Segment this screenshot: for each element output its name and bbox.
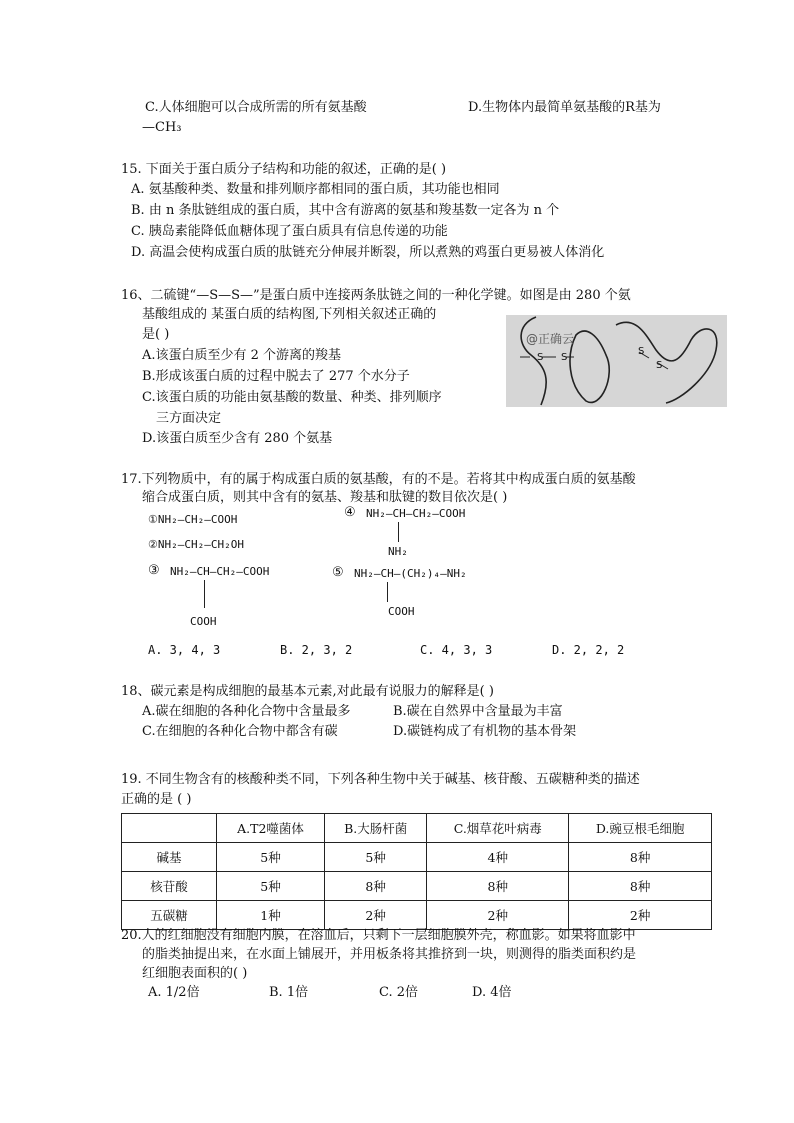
q17-stem-line1: 17.下列物质中，有的属于构成蛋白质的氨基酸，有的不是。若将其中构成蛋白质的氨基酸	[121, 472, 636, 487]
q16-stem-line3: 是( )	[142, 327, 170, 342]
q14-option-d-cont: —CH₃	[142, 120, 182, 135]
q15-option-b: B. 由 n 条肽链组成的蛋白质，其中含有游离的氨基和羧基数一定各为 n 个	[131, 203, 560, 218]
q20-option-b: B. 1倍	[269, 985, 309, 1000]
table-cell: 8种	[427, 872, 569, 901]
table-cell: 2种	[325, 901, 427, 930]
table-cell: 2种	[427, 901, 569, 930]
q17-formula-4: NH₂—CH—CH₂—COOH	[366, 507, 466, 520]
q18-option-c: C.在细胞的各种化合物中都含有碳	[142, 724, 338, 739]
table-header-cell: C.烟草花叶病毒	[427, 814, 569, 843]
q19-stem-line2: 正确的是 ( )	[121, 792, 192, 807]
table-cell: 8种	[569, 843, 712, 872]
q20-stem-line2: 的脂类抽提出来，在水面上铺展开，并用板条将其推挤到一块，则测得的脂类面积约是	[142, 947, 637, 962]
q17-option-d: D. 2, 2, 2	[552, 643, 625, 657]
q15-option-a: A. 氨基酸种类、数量和排列顺序都相同的蛋白质，其功能也相同	[131, 182, 500, 197]
q14-option-d: D.生物体内最简单氨基酸的R基为	[468, 100, 661, 115]
q16-option-a: A.该蛋白质至少有 2 个游离的羧基	[142, 348, 342, 363]
table-row-label: 碱基	[122, 843, 217, 872]
table-cell: 4种	[427, 843, 569, 872]
q18-option-b: B.碳在自然界中含量最为丰富	[393, 704, 563, 719]
q17-option-c: C. 4, 3, 3	[420, 643, 493, 657]
table-header-cell: B.大肠杆菌	[325, 814, 427, 843]
q17-formula-3-bond	[204, 580, 205, 608]
q17-formula-1: ①NH₂—CH₂—COOH	[148, 513, 238, 526]
q17-formula-5-number: ⑤	[332, 565, 344, 580]
q20-stem-line1: 20.人的红细胞没有细胞内膜，在溶血后，只剩下一层细胞膜外壳，称血影。如果将血影中	[121, 928, 636, 943]
q19-stem-line1: 19. 不同生物含有的核酸种类不同，下列各种生物中关于碱基、核苷酸、五碳糖种类的描述	[121, 772, 640, 787]
table-header-row	[122, 814, 712, 843]
q15-option-d: D. 高温会使构成蛋白质的肽链充分伸展并断裂，所以煮熟的鸡蛋白更易被人体消化	[131, 245, 605, 260]
q15-option-c: C. 胰岛素能降低血糖体现了蛋白质具有信息传递的功能	[131, 224, 448, 239]
q15-stem: 15. 下面关于蛋白质分子结构和功能的叙述，正确的是( )	[121, 162, 447, 177]
table-header-cell: D.豌豆根毛细胞	[569, 814, 712, 843]
q17-formula-5: NH₂—CH—(CH₂)₄—NH₂	[354, 567, 467, 580]
disulfide-s-label: S	[561, 352, 568, 363]
table-cell: 5种	[217, 872, 325, 901]
disulfide-s-label: S	[537, 352, 544, 363]
table-cell: 8种	[325, 872, 427, 901]
q17-option-b: B. 2, 3, 2	[280, 643, 353, 657]
figure-watermark: @正确云	[526, 332, 575, 346]
q17-formula-3: NH₂—CH—CH₂—COOH	[170, 565, 270, 578]
q18-option-a: A.碳在细胞的各种化合物中含量最多	[142, 704, 351, 719]
table-row	[122, 872, 712, 901]
q17-formula-3-sub: COOH	[190, 615, 217, 628]
q20-option-c: C. 2倍	[379, 985, 419, 1000]
table-row	[122, 843, 712, 872]
q17-formula-4-number: ④	[344, 505, 356, 520]
table-row-label: 核苷酸	[122, 872, 217, 901]
q17-option-a: A. 3, 4, 3	[148, 643, 221, 657]
table-row-label: 五碳糖	[122, 901, 217, 930]
q16-option-b: B.形成该蛋白质的过程中脱去了 277 个水分子	[142, 369, 410, 384]
q17-stem-line2: 缩合成蛋白质，则其中含有的氨基、羧基和肽键的数目依次是( )	[142, 490, 508, 505]
q20-option-a: A. 1/2倍	[148, 985, 200, 1000]
q16-stem-line2: 基酸组成的 某蛋白质的结构图,下列相关叙述正确的	[142, 307, 437, 322]
q17-formula-3-number: ③	[148, 563, 160, 578]
q20-stem-line3: 红细胞表面积的( )	[142, 966, 248, 981]
disulfide-s-label: S	[638, 346, 645, 357]
q17-formula-4-bond	[398, 522, 399, 542]
q16-option-c: C.该蛋白质的功能由氨基酸的数量、种类、排列顺序	[142, 390, 442, 405]
table-cell: 8种	[569, 872, 712, 901]
table-cell: 5种	[325, 843, 427, 872]
q16-stem-line1: 16、二硫键“—S—S—”是蛋白质中连接两条肽链之间的一种化学键。如图是由 280 个氨	[121, 288, 631, 303]
table-header-cell: A.T2噬菌体	[217, 814, 325, 843]
q20-option-d: D. 4倍	[472, 985, 512, 1000]
table-cell: 5种	[217, 843, 325, 872]
disulfide-s-label: S	[656, 360, 663, 371]
q17-formula-5-bond	[387, 582, 388, 602]
table-cell: 1种	[217, 901, 325, 930]
q17-formula-2: ②NH₂—CH₂—CH₂OH	[148, 538, 244, 551]
table-header-cell	[122, 814, 217, 843]
table-cell: 2种	[569, 901, 712, 930]
q17-formula-4-sub: NH₂	[388, 545, 408, 558]
q16-option-d: D.该蛋白质至少含有 280 个氨基	[142, 431, 333, 446]
q17-formula-5-sub: COOH	[388, 605, 415, 618]
q19-table	[121, 813, 712, 930]
q14-option-c: C.人体细胞可以合成所需的所有氨基酸	[145, 100, 367, 115]
q16-option-c-cont: 三方面决定	[156, 411, 222, 426]
q18-option-d: D.碳链构成了有机物的基本骨架	[393, 724, 577, 739]
q18-stem: 18、碳元素是构成细胞的最基本元素,对此最有说服力的解释是( )	[121, 684, 494, 699]
